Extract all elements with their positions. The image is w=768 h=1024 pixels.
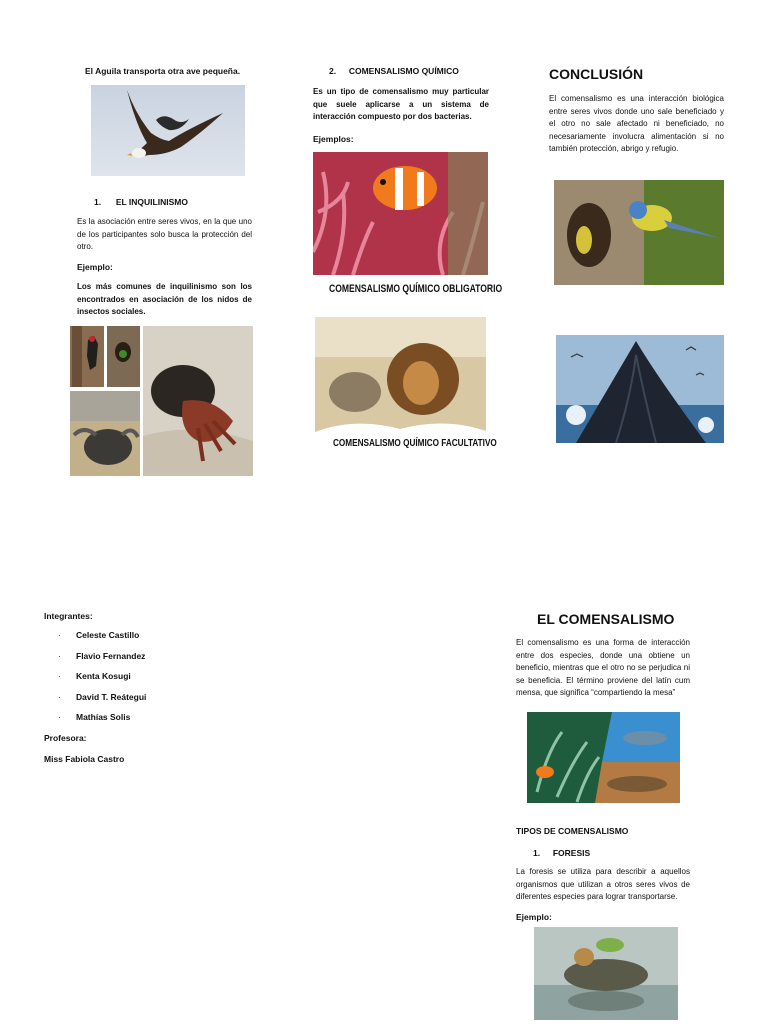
member-name: Celeste Castillo (76, 630, 140, 640)
inquilinismo-definition: Es la asociación entre seres vivos, en la que uno de los participantes solo busca la protección del otro. (77, 217, 252, 251)
section-title: EL INQUILINISMO (115, 197, 188, 207)
section-title: COMENSALISMO QUÍMICO (348, 66, 459, 76)
types-title: TIPOS DE COMENSALISMO (516, 826, 629, 836)
bullet: · (58, 712, 61, 722)
conclusion-title: CONCLUSIÓN (549, 66, 644, 82)
teacher-name: Miss Fabiola Castro (44, 754, 125, 764)
bullet: · (58, 671, 61, 681)
list-item (58, 651, 146, 672)
caption-facultativo: COMENSALISMO QUÍMICO FACULTATIVO (333, 437, 497, 449)
list-item (58, 671, 146, 692)
list-item (58, 692, 146, 713)
foresis-definition: La foresis se utiliza para describir a aquellos organismos que utilizan a otros seres vivos de diferentes especies para lograr transportarse. (516, 867, 690, 901)
section-number: 1. (533, 848, 541, 858)
section-title: FORESIS (552, 848, 591, 858)
members-list (58, 630, 146, 733)
section-heading-foresis (533, 848, 590, 858)
eagle-caption: El Aguila transporta otra ave pequeña. (85, 66, 241, 76)
eagle-photo (91, 85, 245, 176)
hermit-crab-photo (143, 326, 253, 476)
bird-nest-photo (554, 180, 724, 285)
member-name: Mathías Solis (76, 712, 131, 722)
lion-hyena-photo (315, 317, 486, 447)
bullet: · (58, 691, 61, 702)
woodpecker-photo (70, 326, 104, 387)
bullet: · (58, 630, 61, 640)
section-number: 2. (329, 66, 337, 76)
member-name: Flavio Fernandez (76, 650, 146, 661)
quimico-definition: Es un tipo de comensalismo muy particular que suele aplicarse a un sistema de interacción compuesto por dos bacterias. (313, 87, 489, 121)
inquilinismo-example: Los más comunes de inquilinismo son los encontrados en asociación de los nidos de insectos sociales. (77, 282, 252, 316)
teacher-label: Profesora: (44, 733, 87, 743)
whale-birds-photo (556, 335, 724, 443)
section-heading-inquilinismo (94, 197, 188, 207)
list-item (58, 712, 146, 733)
caption-obligatorio: COMENSALISMO QUÍMICO OBLIGATORIO (329, 283, 503, 295)
section-heading-quimico (329, 66, 459, 76)
tree-hole-photo (107, 326, 140, 387)
list-item (58, 630, 146, 651)
conclusion-text: El comensalismo es una interacción biológica entre seres vivos donde uno sale beneficiado y el otro no sale afectado ni beneficiado, no necesariamente involucra alimentación si no también protección, abrigo y refugio. (549, 94, 724, 153)
commensalism-collage-photo (527, 712, 680, 803)
buffalo-photo (70, 391, 140, 476)
section-number: 1. (94, 197, 102, 207)
example-label: Ejemplo: (516, 912, 552, 922)
bullet: · (58, 650, 61, 661)
frog-snail-turtle-photo (534, 927, 678, 1020)
brochure-title: EL COMENSALISMO (537, 611, 675, 627)
example-label: Ejemplo: (77, 262, 113, 272)
members-label: Integrantes: (44, 611, 93, 621)
member-name: David T. Reátegui (76, 691, 147, 702)
comensalismo-definition: El comensalismo es una forma de interacción entre dos especies, donde una obtiene un beneficio, mientras que el otro no se perjudica ni se beneficia. El término proviene del latín cum mensa, que significa “compartiendo la mesa” (516, 638, 690, 697)
member-name: Kenta Kosugi (76, 671, 131, 681)
examples-label: Ejemplos: (313, 134, 354, 144)
clownfish-anemone-photo (313, 152, 488, 275)
